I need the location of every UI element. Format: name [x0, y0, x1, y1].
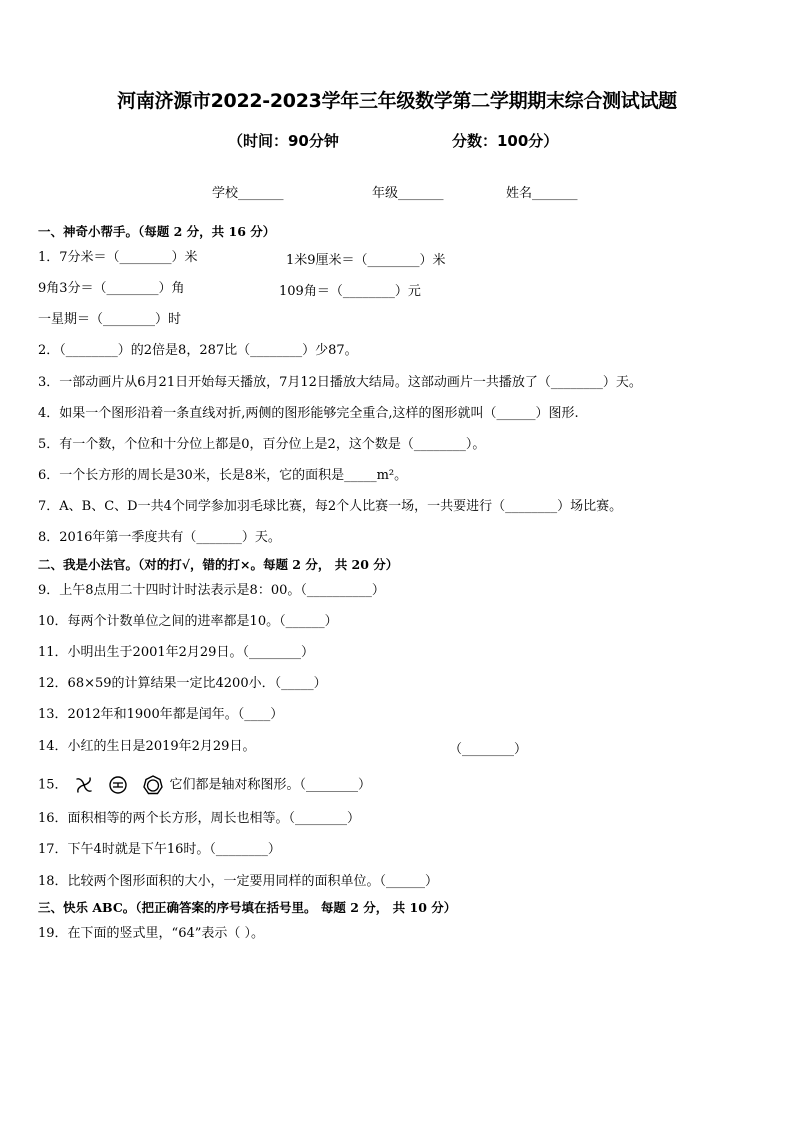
- question-19: 19．在下面的竖式里，“64”表示（ ）。: [38, 926, 265, 941]
- school-field: 学校_______: [212, 186, 284, 201]
- question-12: 12．68×59的计算结果一定比4200小．（_____）: [38, 676, 327, 691]
- question-1a: 1．7分米＝（________）米: [38, 250, 198, 265]
- question-11: 11．小明出生于2001年2月29日。（________）: [38, 645, 314, 660]
- question-10: 10．每两个计数单位之间的进率都是10。（______）: [38, 614, 338, 629]
- question-1b: 1米9厘米＝（________）米: [286, 253, 446, 268]
- pinwheel-icon: [74, 775, 94, 795]
- question-9: 9．上午8点用二十四时计时法表示是8：00。（__________）: [38, 583, 385, 598]
- question-15-text: 它们都是轴对称图形。（________）: [169, 777, 372, 793]
- question-3: 3．一部动画片从6月21日开始每天播放，7月12日播放大结局。这部动画片一共播放了（________）天。: [38, 375, 642, 390]
- circle-symbol-icon: [108, 775, 128, 795]
- question-1e: 一星期＝（________）时: [38, 312, 182, 327]
- heptagon-ring-icon: [142, 774, 164, 796]
- question-7: 7．A、B、C、D一共4个同学参加羽毛球比赛，每2个人比赛一场，一共要进行（________）场比赛。: [38, 499, 623, 514]
- section-3-heading: 三、快乐 ABC。（把正确答案的序号填在括号里。 每题 2 分， 共 10 分）: [38, 900, 457, 915]
- question-15-number: 15．: [38, 777, 68, 793]
- exam-score: 分数：100分）: [452, 132, 559, 150]
- question-18: 18．比较两个图形面积的大小，一定要用同样的面积单位。（______）: [38, 874, 439, 889]
- question-8: 8．2016年第一季度共有（_______）天。: [38, 530, 281, 545]
- section-2-heading: 二、我是小法官。（对的打√，错的打×。每题 2 分， 共 20 分）: [38, 557, 399, 572]
- question-5: 5．有一个数，个位和十分位上都是0，百分位上是2，这个数是（________）。: [38, 437, 486, 452]
- question-14: 14．小红的生日是2019年2月29日。: [38, 739, 256, 754]
- question-2: 2．（________）的2倍是8，287比（________）少87。: [38, 343, 358, 358]
- question-4: 4．如果一个图形沿着一条直线对折,两侧的图形能够完全重合,这样的图形就叫（______）图形.: [38, 406, 579, 421]
- question-14-answer: （________）: [449, 742, 528, 757]
- question-1c: 9角3分＝（________）角: [38, 281, 185, 296]
- question-15: [38, 774, 371, 796]
- exam-time: （时间：90分钟: [228, 132, 339, 150]
- section-1-heading: 一、神奇小帮手。（每题 2 分，共 16 分）: [38, 224, 276, 239]
- question-16: 16．面积相等的两个长方形，周长也相等。（________）: [38, 811, 361, 826]
- question-13: 13．2012年和1900年都是闰年。（____）: [38, 707, 284, 722]
- page-title: 河南济源市2022-2023学年三年级数学第二学期期末综合测试试题: [117, 90, 677, 112]
- question-17: 17．下午4时就是下午16时。（________）: [38, 842, 281, 857]
- grade-field: 年级_______: [372, 186, 444, 201]
- question-1d: 109角＝（________）元: [279, 284, 421, 299]
- name-field: 姓名_______: [506, 186, 578, 201]
- symbol-icons: [74, 774, 164, 796]
- question-6: 6．一个长方形的周长是30米，长是8米，它的面积是_____m²。: [38, 468, 408, 483]
